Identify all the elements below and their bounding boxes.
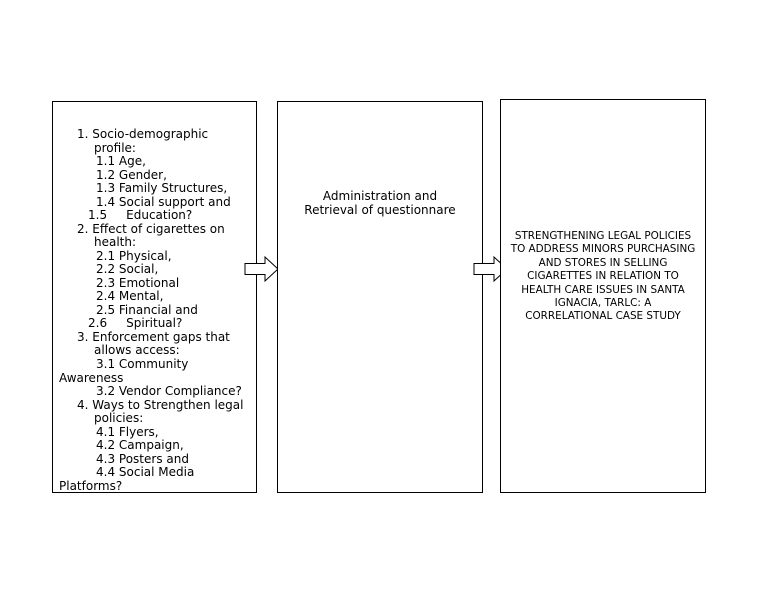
input-line: 2.6 Spiritual? <box>88 316 183 330</box>
output-line: CIGARETTES IN RELATION TO <box>527 270 679 283</box>
input-line: 2.1 Physical, <box>96 249 172 263</box>
input-line: 2. Effect of cigarettes on <box>77 222 225 236</box>
input-line: 1.3 Family Structures, <box>96 181 228 195</box>
input-line: 1.4 Social support and <box>96 195 231 209</box>
input-line: allows access: <box>94 343 180 357</box>
input-line: Awareness <box>59 371 124 385</box>
output-line: TO ADDRESS MINORS PURCHASING <box>510 243 696 256</box>
input-line: 1.5 Education? <box>88 208 193 222</box>
input-line: 4.3 Posters and <box>96 452 189 466</box>
input-line: 1. Socio-demographic <box>77 127 209 141</box>
input-line: 4.1 Flyers, <box>96 425 159 439</box>
input-line: 4.4 Social Media <box>96 465 195 479</box>
input-line: health: <box>94 235 137 249</box>
output-line: HEALTH CARE ISSUES IN SANTA <box>521 283 685 296</box>
output-box <box>500 99 706 493</box>
output-title <box>505 230 701 324</box>
input-line: 4. Ways to Strengthen legal <box>77 398 244 412</box>
input-line: 3.1 Community <box>96 357 189 371</box>
input-line: 1.1 Age, <box>96 154 146 168</box>
process-line: Retrieval of questionnare <box>304 203 456 217</box>
process-line: Administration and <box>322 189 438 203</box>
input-line: 3.2 Vendor Compliance? <box>96 384 242 398</box>
process-box <box>277 101 483 493</box>
input-line: 2.4 Mental, <box>96 289 164 303</box>
input-line: 2.5 Financial and <box>96 303 198 317</box>
input-line: policies: <box>94 411 144 425</box>
input-line: 4.2 Campaign, <box>96 438 184 452</box>
output-line: IGNACIA, TARLC: A <box>554 297 652 310</box>
input-line: 3. Enforcement gaps that <box>77 330 230 344</box>
input-line: 1.2 Gender, <box>96 168 167 182</box>
input-line: Platforms? <box>59 479 123 493</box>
input-line: 2.2 Social, <box>96 262 159 276</box>
output-line: STRENGTHENING LEGAL POLICIES <box>514 230 692 242</box>
input-line: 2.3 Emotional <box>96 276 180 290</box>
input-box <box>52 101 257 493</box>
output-line: AND STORES IN SELLING <box>538 256 668 269</box>
input-line: profile: <box>94 141 136 155</box>
arrow-right-icon <box>244 256 280 282</box>
output-line: CORRELATIONAL CASE STUDY <box>525 310 681 323</box>
